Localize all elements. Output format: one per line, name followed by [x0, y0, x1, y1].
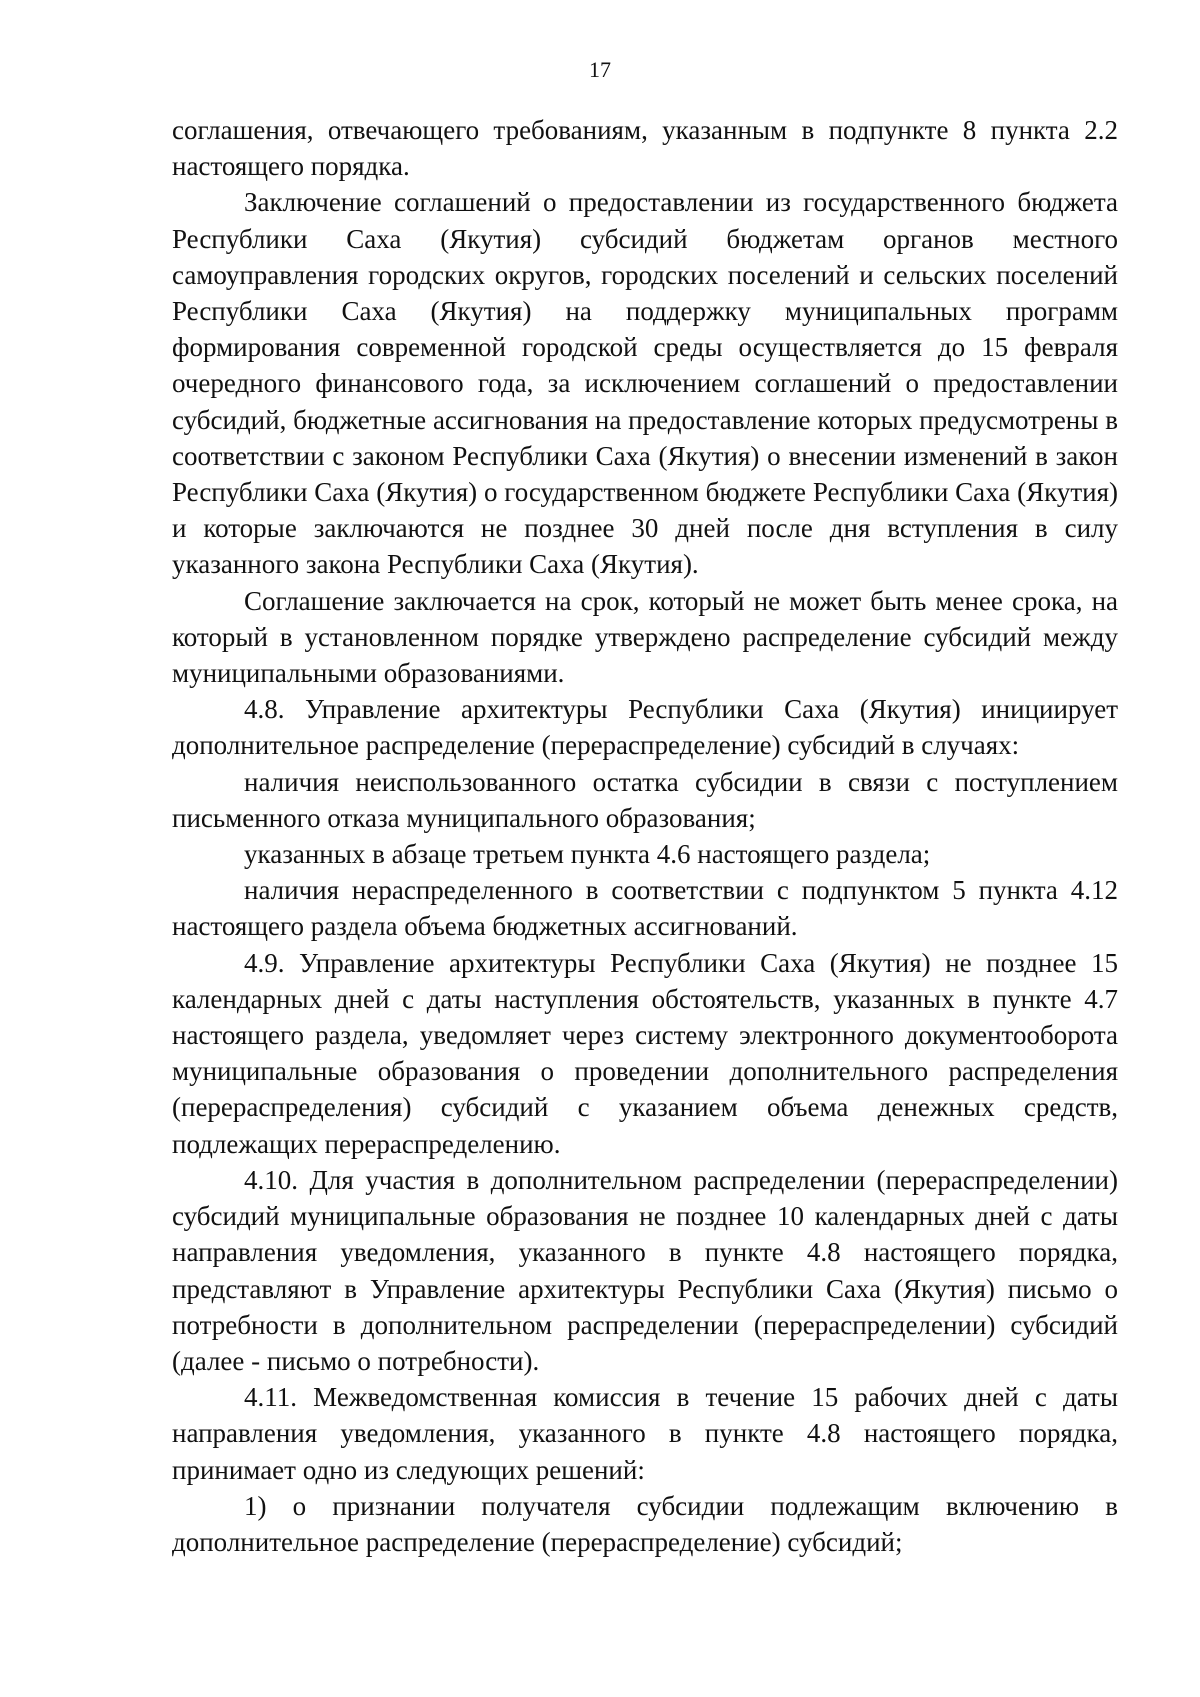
paragraph-agreement-term: Соглашение заключается на срок, который не может быть менее срока, на который в установленном порядке утверждено распределение субсидий между муниципальными образованиями. — [172, 585, 1118, 689]
page-number: 17 — [589, 57, 611, 82]
paragraph-4-9: 4.9. Управление архитектуры Республики Саха (Якутия) не позднее 15 календарных дней с даты наступления обстоятельств, указанных в пункте 4.7 настоящего раздела, уведомляет через систему электронного документооборота муниципальные образования о проведении дополнительного распределения (перераспределения) субсидий с указанием объема денежных средств, подлежащих перераспределению. — [172, 947, 1118, 1159]
paragraph-4-8: 4.8. Управление архитектуры Республики Саха (Якутия) инициирует дополнительное распределение (перераспределение) субсидий в случаях: — [172, 694, 1118, 761]
paragraph-continuation: соглашения, отвечающего требованиям, указанным в подпункте 8 пункта 2.2 настоящего порядка. — [172, 115, 1118, 182]
paragraph-case-2: указанных в абзаце третьем пункта 4.6 настоящего раздела; — [244, 839, 931, 870]
paragraph-4-10: 4.10. Для участия в дополнительном распределении (перераспределении) субсидий муниципальные образования не позднее 10 календарных дней с даты направления уведомления, указанного в пункте 4.8 настоящего порядка, представляют в Управление архитектуры Республики Саха (Якутия) письмо о потребности в дополнительном распределении (перераспределении) субсидий (далее - письмо о потребности). — [172, 1164, 1118, 1376]
paragraph-4-11: 4.11. Межведомственная комиссия в течение 15 рабочих дней с даты направления уведомления, указанного в пункте 4.8 настоящего порядка, принимает одно из следующих решений: — [172, 1382, 1118, 1485]
paragraph-case-1: наличия неиспользованного остатка субсидии в связи с поступлением письменного отказа муниципального образования; — [172, 766, 1118, 833]
paragraph-decision-1: 1) о признании получателя субсидии подлежащим включению в дополнительное распределение (перераспределение) субсидий; — [172, 1490, 1118, 1557]
document-body — [172, 112, 1118, 1560]
paragraph-case-3: наличия нераспределенного в соответствии с подпунктом 5 пункта 4.12 настоящего раздела объема бюджетных ассигнований. — [172, 875, 1118, 942]
paragraph-agreements: Заключение соглашений о предоставлении из государственного бюджета Республики Саха (Якутия) субсидий бюджетам органов местного самоуправления городских округов, городских поселений и сельских поселений Республики Саха (Якутия) на поддержку муниципальных программ формирования современной городской среды осуществляется до 15 февраля очередного финансового года, за исключением соглашений о предоставлении субсидий, бюджетные ассигнования на предоставление которых предусмотрены в соответствии с законом Республики Саха (Якутия) о внесении изменений в закон Республики Саха (Якутия) о государственном бюджете Республики Саха (Якутия) и которые заключаются не позднее 30 дней после дня вступления в силу указанного закона Республики Саха (Якутия). — [172, 187, 1118, 580]
